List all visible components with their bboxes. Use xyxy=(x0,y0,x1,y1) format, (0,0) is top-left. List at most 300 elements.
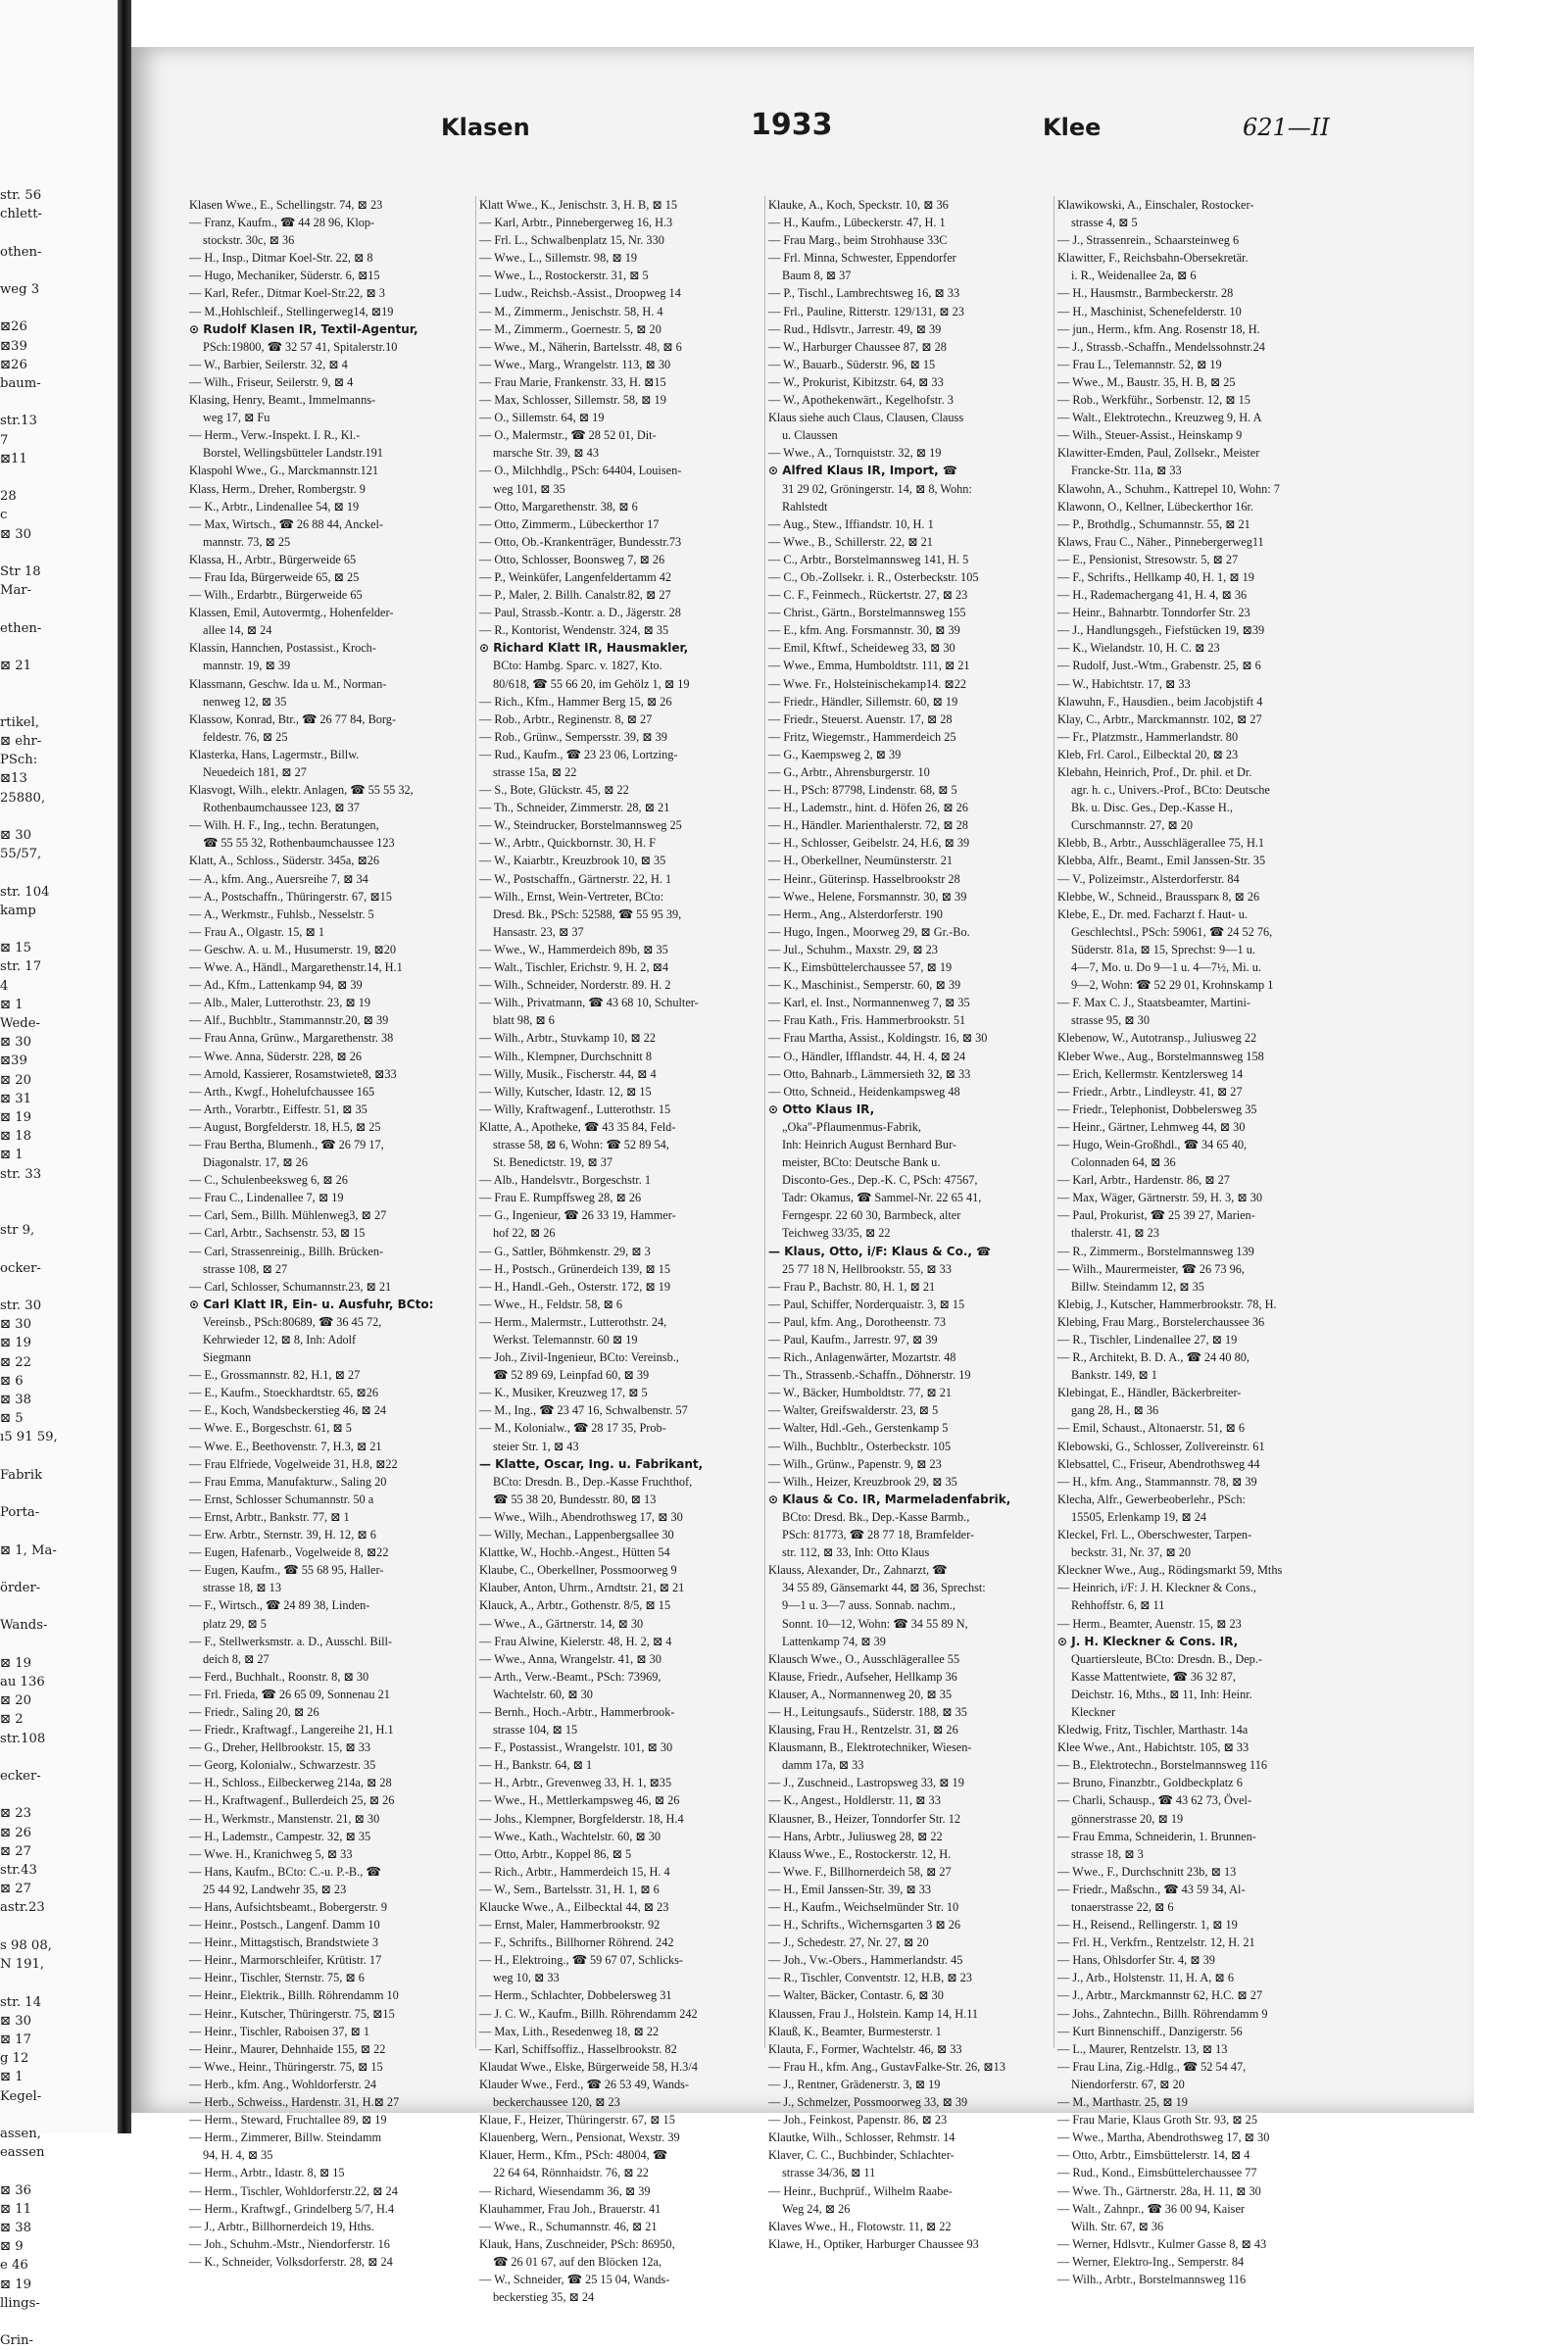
directory-entry: — Heinr., Bahnarbtr. Tonndorfer Str. 23 xyxy=(1057,606,1250,620)
column-4 xyxy=(1054,196,1343,2286)
directory-entry: — E., kfm. Ang. Forsmannstr. 30, ⊠ 39 xyxy=(768,623,960,638)
directory-entry: — Carl, Strassenreinig., Billh. Brücken- xyxy=(189,1244,384,1258)
adjacent-page-line: Porta- xyxy=(0,1505,40,1521)
adjacent-page-line: 7 xyxy=(0,432,9,448)
entry-continuation: strasse 18, ⊠ 13 xyxy=(203,1581,281,1595)
directory-entry: — P., Tischl., Lambrechtsweg 16, ⊠ 33 xyxy=(768,286,960,301)
entry-continuation: agr. h. c., Univers.-Prof., BCto: Deutsche xyxy=(1071,783,1270,798)
directory-entry: — H., Bankstr. 64, ⊠ 1 xyxy=(479,1758,593,1773)
directory-entry: Kleb, Frl. Carol., Eilbecktal 20, ⊠ 23 xyxy=(1057,747,1239,761)
directory-entry: — Frau L., Telemannstr. 52, ⊠ 19 xyxy=(1057,357,1222,371)
entry-continuation: 22 64 64, Rönnhaidstr. 76, ⊠ 22 xyxy=(493,2166,649,2180)
directory-entry: — Wilh., Privatmann, ☎ 43 68 10, Schulter- xyxy=(479,996,699,1010)
directory-entry: — Rud., Kond., Eimsbüttelerchaussee 77 xyxy=(1057,2166,1257,2180)
directory-entry: — R., Tischler, Lindenallee 27, ⊠ 19 xyxy=(1057,1333,1238,1346)
entry-continuation: Kleckner xyxy=(1071,1704,1116,1719)
entry-continuation: Deichstr. 16, Mths., ⊠ 11, Inh: Heinr. xyxy=(1071,1687,1252,1701)
entry-continuation: Borstel, Wellingsbütteler Landstr.191 xyxy=(203,446,383,461)
directory-entry: Klasterka, Hans, Lagermstr., Billw. xyxy=(189,747,360,761)
entry-continuation: 34 55 89, Gänsemarkt 44, ⊠ 36, Sprechst: xyxy=(782,1581,986,1595)
directory-entry: Klauss, Alexander, Dr., Zahnarzt, ☎ xyxy=(768,1563,948,1578)
directory-entry: — Herm., Tischler, Wohldorferstr.22, ⊠ 24 xyxy=(189,2183,398,2198)
entry-continuation: Niendorferstr. 67, ⊠ 20 xyxy=(1071,2077,1185,2091)
directory-entry: — H., PSch: 87798, Lindenstr. 68, ⊠ 5 xyxy=(768,783,957,798)
directory-entry: Klaws, Frau C., Näher., Pinnebergerweg11 xyxy=(1057,534,1264,549)
directory-entry: Klebing, Frau Marg., Borstelerchaussee 36 xyxy=(1057,1314,1265,1329)
entry-continuation: weg 101, ⊠ 35 xyxy=(493,481,565,496)
entry-continuation: Ferngespr. 22 60 30, Barmbeck, alter xyxy=(782,1208,961,1223)
directory-entry: — J., Strassb.-Schaffn., Mendelssohnstr.24 xyxy=(1057,339,1265,354)
directory-entry: — Werner, Hdlsvtr., Kulmer Gasse 8, ⊠ 43 xyxy=(1057,2236,1267,2251)
adjacent-page-line xyxy=(0,262,122,280)
adjacent-page-line: PSch: xyxy=(0,753,38,768)
directory-entry: — Paul, Strassb.-Kontr. a. D., Jägerstr. 28 xyxy=(479,606,681,620)
directory-entry: Klauta, F., Former, Wachtelstr. 46, ⊠ 33 xyxy=(768,2041,962,2056)
firm-entry: ⊙ Carl Klatt IR, Ein- u. Ausfuhr, BCto: xyxy=(189,1297,434,1311)
directory-entry: — W., Steindrucker, Borstelmannsweg 25 xyxy=(479,818,682,833)
adjacent-page-line xyxy=(0,1240,122,1258)
adjacent-page-line: ⊠ 20 xyxy=(0,1072,32,1088)
adjacent-page-line: kamp xyxy=(0,903,36,918)
directory-entry: — J., Schmelzer, Possmoorweg 33, ⊠ 39 xyxy=(768,2095,968,2110)
directory-entry: — H., Schrifts., Wichernsgarten 3 ⊠ 26 xyxy=(768,1918,961,1933)
entry-continuation: mannstr. 73, ⊠ 25 xyxy=(203,534,291,549)
directory-entry: — Wilh., Grünw., Papenstr. 9, ⊠ 23 xyxy=(768,1456,942,1471)
directory-entry: — Alf., Buchbltr., Stammannstr.20, ⊠ 39 xyxy=(189,1013,389,1028)
directory-entry: Klassen, Emil, Autovermtg., Hohenfelder- xyxy=(189,606,394,620)
entry-continuation: BCto: Dresd. Bk., Dep.-Kasse Barmb., xyxy=(782,1509,970,1524)
directory-entry: — W., Habichtstr. 17, ⊠ 33 xyxy=(1057,676,1191,691)
entry-continuation: strasse 34/36, ⊠ 11 xyxy=(782,2166,876,2180)
directory-entry: — Wilh., Maurermeister, ☎ 26 73 96, xyxy=(1057,1261,1246,1276)
entry-continuation: Rahlstedt xyxy=(782,499,828,514)
directory-entry: — Wwe., M., Näherin, Bartelsstr. 48, ⊠ 6 xyxy=(479,339,682,354)
directory-entry: — Frl. Minna, Schwester, Eppendorfer xyxy=(768,251,956,266)
adjacent-page-line: ⊠ 5 xyxy=(0,1411,24,1427)
directory-entry: — Wwe., Martha, Abendrothsweg 17, ⊠ 30 xyxy=(1057,2130,1270,2145)
adjacent-page-line: ⊠39 xyxy=(0,1053,27,1069)
directory-entry: — Wilh., Friseur, Seilerstr. 9, ⊠ 4 xyxy=(189,374,354,389)
directory-entry: Klaube, C., Oberkellner, Possmoorweg 9 xyxy=(479,1563,677,1578)
directory-entry: — Max, Wäger, Gärtnerstr. 59, H. 3, ⊠ 30 xyxy=(1057,1191,1263,1205)
directory-entry: — Frau H., kfm. Ang., GustavFalke-Str. 26, ⊠13 xyxy=(768,2059,1005,2074)
directory-entry: — Wwe. A., Händl., Margarethenstr.14, H.1 xyxy=(189,960,403,975)
entry-continuation: 31 29 02, Gröningerstr. 14, ⊠ 8, Wohn: xyxy=(782,481,972,496)
directory-entry: — H., Werkmstr., Manstenstr. 21, ⊠ 30 xyxy=(189,1811,380,1826)
directory-entry: — R., Architekt, B. D. A., ☎ 24 40 80, xyxy=(1057,1350,1250,1365)
directory-entry: — Wwe., B., Schillerstr. 22, ⊠ 21 xyxy=(768,534,933,549)
directory-entry: — M., Zimmerm., Goernestr. 5, ⊠ 20 xyxy=(479,321,662,336)
directory-entry: Klee Wwe., Ant., Habichtstr. 105, ⊠ 33 xyxy=(1057,1740,1250,1755)
entry-continuation: steier Str. 1, ⊠ 43 xyxy=(493,1439,579,1453)
directory-entry: — Erw. Arbtr., Sternstr. 39, H. 12, ⊠ 6 xyxy=(189,1528,376,1542)
entry-continuation: Kehrwieder 12, ⊠ 8, Inh: Adolf xyxy=(203,1333,357,1346)
directory-entry: — Friedr., Arbtr., Lindleystr. 41, ⊠ 27 xyxy=(1057,1084,1243,1099)
adjacent-page-line: ı5 91 59, xyxy=(0,1430,58,1445)
directory-entry: Klatt, A., Schloss., Süderstr. 345a, ⊠26 xyxy=(189,854,380,868)
directory-entry: — G., Kaempsweg 2, ⊠ 39 xyxy=(768,747,902,761)
directory-entry: — Erich, Kellermstr. Kentzlersweg 14 xyxy=(1057,1066,1244,1081)
adjacent-page-line: baum- xyxy=(0,376,41,392)
directory-entry: — Karl, Arbtr., Hardenstr. 86, ⊠ 27 xyxy=(1057,1173,1230,1188)
entry-continuation: hof 22, ⊠ 26 xyxy=(493,1226,556,1241)
entry-continuation: str. 112, ⊠ 33, Inh: Otto Klaus xyxy=(782,1545,930,1560)
entry-continuation: u. Claussen xyxy=(782,428,838,443)
directory-entry: Klaus siehe auch Claus, Clausen, Clauss xyxy=(768,411,964,425)
directory-entry: Kledwig, Fritz, Tischler, Marthastr. 14a xyxy=(1057,1723,1249,1738)
column-3 xyxy=(764,196,1054,2251)
directory-entry: — Joh., Feinkost, Papenstr. 86, ⊠ 23 xyxy=(768,2113,948,2128)
directory-entry: — H., Lademstr., hint. d. Höfen 26, ⊠ 26 xyxy=(768,801,968,815)
adjacent-page-line: Str 18 xyxy=(0,564,41,580)
entry-continuation: Tadr: Okamus, ☎ Sammel-Nr. 22 65 41, xyxy=(782,1191,982,1205)
entry-continuation: blatt 98, ⊠ 6 xyxy=(493,1013,555,1028)
directory-entry: — Wilh., Buchbltr., Osterbeckstr. 105 xyxy=(768,1439,952,1453)
directory-entry: — Frau Alwine, Kielerstr. 48, H. 2, ⊠ 4 xyxy=(479,1634,672,1648)
directory-entry: — Herm., Schlachter, Dobbelersweg 31 xyxy=(479,1988,672,2003)
directory-entry: — R., Zimmerm., Borstelmannsweg 139 xyxy=(1057,1244,1254,1258)
directory-entry: — Wwe., L., Rostockerstr. 31, ⊠ 5 xyxy=(479,269,649,283)
directory-entry: — Johs., Klempner, Borgfelderstr. 18, H.4 xyxy=(479,1811,684,1826)
adjacent-page-line xyxy=(0,1560,122,1579)
directory-entry: Klecha, Alfr., Gewerbeoberlehr., PSch: xyxy=(1057,1492,1246,1506)
directory-entry: — H., Elektroing., ☎ 59 67 07, Schlicks- xyxy=(479,1953,683,1968)
entry-continuation: Wachtelstr. 60, ⊠ 30 xyxy=(493,1687,593,1701)
directory-entry: — Wwe., L., Sillemstr. 98, ⊠ 19 xyxy=(479,251,638,266)
entry-continuation: damm 17a, ⊠ 33 xyxy=(782,1758,864,1773)
directory-entry: — H., Maschinist, Schenefelderstr. 10 xyxy=(1057,304,1242,318)
adjacent-page-line xyxy=(0,1748,122,1767)
directory-entry: — Frau Elfriede, Vogelweide 31, H.8, ⊠22 xyxy=(189,1456,398,1471)
adjacent-page-line: str.108 xyxy=(0,1731,46,1746)
directory-entry: — Bruno, Finanzbtr., Goldbeckplatz 6 xyxy=(1057,1776,1243,1790)
directory-entry: — J., Schedestr. 27, Nr. 27, ⊠ 20 xyxy=(768,1935,929,1950)
directory-entry: — C., Schulenbeeksweg 6, ⊠ 26 xyxy=(189,1173,348,1188)
directory-entry: — Rich., Kfm., Hammer Berg 15, ⊠ 26 xyxy=(479,694,672,709)
directory-entry: Klawitter, F., Reichsbahn-Obersekretär. xyxy=(1057,251,1249,266)
adjacent-page-line: ⊠ 17 xyxy=(0,2032,32,2047)
entry-continuation: Disconto-Ges., Dep.-K. C, PSch: 47567, xyxy=(782,1173,978,1188)
adjacent-page-line xyxy=(0,223,122,242)
directory-entry: Klaver, C. C., Buchbinder, Schlachter- xyxy=(768,2148,955,2163)
directory-entry: — K., Schneider, Volksdorferstr. 28, ⊠ 24 xyxy=(189,2254,393,2269)
adjacent-page-line xyxy=(0,600,122,618)
entry-continuation: gönnerstrasse 20, ⊠ 19 xyxy=(1071,1811,1184,1826)
entry-continuation: beckerstieg 35, ⊠ 24 xyxy=(493,2290,595,2305)
directory-entry: — F., Schrifts., Billhorner Röhrend. 242 xyxy=(479,1935,674,1950)
entry-continuation: ☎ 55 55 32, Rothenbaumchaussee 123 xyxy=(203,836,395,851)
adjacent-page-line: ⊠ 27 xyxy=(0,1843,32,1859)
adjacent-page-line: ⊠ ehr- xyxy=(0,733,42,749)
entry-continuation: beckstr. 31, Nr. 37, ⊠ 20 xyxy=(1071,1545,1191,1560)
directory-entry: — Rudolf, Just.-Wtm., Grabenstr. 25, ⊠ 6 xyxy=(1057,659,1261,673)
adjacent-page-line: Mar- xyxy=(0,583,32,599)
directory-entry: — Fr., Platzmstr., Hammerlandstr. 80 xyxy=(1057,729,1239,744)
directory-entry: — J., Arb., Holstenstr. 11, H. A, ⊠ 6 xyxy=(1057,1971,1234,1985)
adjacent-page-line: str. 14 xyxy=(0,1994,42,2010)
directory-entry: Klebig, J., Kutscher, Hammerbrookstr. 78, H. xyxy=(1057,1297,1277,1311)
directory-columns xyxy=(186,196,1343,2305)
directory-entry: — W., Prokurist, Kibitzstr. 64, ⊠ 33 xyxy=(768,374,944,389)
directory-entry: — K., Eimsbüttelerchaussee 57, ⊠ 19 xyxy=(768,960,953,975)
entry-continuation: beckerchaussee 120, ⊠ 23 xyxy=(493,2095,620,2110)
adjacent-page-line: ⊠11 xyxy=(0,451,27,466)
directory-entry: — S., Bote, Glückstr. 45, ⊠ 22 xyxy=(479,783,629,798)
directory-entry: — Arnold, Kassierer, Rosamstwiete8, ⊠33 xyxy=(189,1066,397,1081)
directory-entry: — Rob., Grünw., Sempersstr. 39, ⊠ 39 xyxy=(479,729,667,744)
directory-entry: Klaue, F., Heizer, Thüringerstr. 67, ⊠ 15 xyxy=(479,2113,675,2128)
directory-entry: — P., Maler, 2. Billh. Canalstr.82, ⊠ 27 xyxy=(479,588,671,603)
adjacent-page-line: Wands- xyxy=(0,1618,48,1634)
directory-entry: — Frl., Pauline, Ritterstr. 129/131, ⊠ 23 xyxy=(768,304,964,318)
adjacent-page-line: ⊠ 19 xyxy=(0,1109,32,1125)
adjacent-page-line: ⊠ 11 xyxy=(0,2201,32,2217)
directory-entry: — F., Stellwerksmstr. a. D., Ausschl. Bill- xyxy=(189,1634,393,1648)
entry-continuation: Rothenbaumchaussee 123, ⊠ 37 xyxy=(203,801,360,815)
directory-entry: — Friedr., Steuerst. Auenstr. 17, ⊠ 28 xyxy=(768,711,953,726)
adjacent-page xyxy=(0,0,129,2349)
directory-entry: — P., Brothdlg., Schumannstr. 55, ⊠ 21 xyxy=(1057,516,1250,531)
adjacent-page-line: chlett- xyxy=(0,207,42,222)
directory-entry: Klaspohl Wwe., G., Marckmannstr.121 xyxy=(189,464,379,478)
directory-entry: Klauenberg, Wern., Pensionat, Wexstr. 39 xyxy=(479,2130,680,2145)
adjacent-page-line xyxy=(0,544,122,563)
directory-entry: — Friedr., Saling 20, ⊠ 26 xyxy=(189,1704,319,1719)
directory-entry: Klause, Friedr., Aufseher, Hellkamp 36 xyxy=(768,1669,957,1684)
directory-entry: — H., Handl.-Geh., Osterstr. 172, ⊠ 19 xyxy=(479,1279,671,1294)
adjacent-page-line: ethen- xyxy=(0,620,42,636)
directory-entry: — K., Angest., Holdlerstr. 11, ⊠ 33 xyxy=(768,1793,941,1808)
entry-continuation: Neuedeich 181, ⊠ 27 xyxy=(203,765,307,779)
directory-entry: Klebba, Alfr., Beamt., Emil Janssen-Str. 35 xyxy=(1057,854,1266,868)
adjacent-page-line: ⊠ 30 xyxy=(0,827,32,843)
adjacent-page-line: ⊠ 19 xyxy=(0,2277,32,2292)
directory-entry: — Heinr., Maurer, Dehnhaide 155, ⊠ 22 xyxy=(189,2041,386,2056)
adjacent-page-line: ⊠ 38 xyxy=(0,2220,32,2235)
directory-entry: — J. C. W., Kaufm., Billh. Röhrendamm 242 xyxy=(479,2006,698,2021)
directory-entry: — Walt., Tischler, Erichstr. 9, H. 2, ⊠4 xyxy=(479,960,669,975)
directory-entry: — Wwe., H., Feldstr. 58, ⊠ 6 xyxy=(479,1297,623,1311)
adjacent-page-line xyxy=(0,1447,122,1466)
directory-entry: — Herm., Malermstr., Lutterothstr. 24, xyxy=(479,1314,667,1329)
directory-entry: — J., Handlungsgeh., Fiefstücken 19, ⊠39 xyxy=(1057,623,1265,638)
directory-entry: — H., Schlosser, Geibelstr. 24, H.6, ⊠ 39 xyxy=(768,836,970,851)
entry-continuation: Vereinsb., PSch:80689, ☎ 36 45 72, xyxy=(203,1314,382,1329)
directory-entry: — Herb., kfm. Ang., Wohldorferstr. 24 xyxy=(189,2077,377,2091)
adjacent-page-line: 55/57, xyxy=(0,847,42,862)
entry-continuation: Kasse Mattentwiete, ☎ 36 32 87, xyxy=(1071,1669,1236,1684)
header-left-keyword: Klasen xyxy=(441,114,530,141)
entry-continuation: Werkst. Telemannstr. 60 ⊠ 19 xyxy=(493,1333,638,1346)
adjacent-page-line xyxy=(0,393,122,412)
entry-continuation: mannstr. 19, ⊠ 39 xyxy=(203,659,291,673)
adjacent-page-line: ecker- xyxy=(0,1769,41,1785)
adjacent-page-line: str.43 xyxy=(0,1863,37,1879)
directory-entry: Klebb, B., Arbtr., Ausschlägerallee 75, H.1 xyxy=(1057,836,1265,851)
directory-entry: — Ernst, Maler, Hammerbrookstr. 92 xyxy=(479,1918,661,1933)
directory-entry: Klebsattel, C., Friseur, Abendrothsweg 44 xyxy=(1057,1456,1260,1471)
directory-entry: — Fritz, Wiegemstr., Hammerdeich 25 xyxy=(768,729,956,744)
entry-continuation: 25 44 92, Landwehr 35, ⊠ 23 xyxy=(203,1882,347,1896)
entry-continuation: Rehhoffstr. 6, ⊠ 11 xyxy=(1071,1598,1165,1613)
adjacent-page-line: 25880, xyxy=(0,790,46,806)
directory-entry: — Wilh., Heizer, Kreuzbrook 29, ⊠ 35 xyxy=(768,1474,957,1489)
firm-entry: ⊙ Rudolf Klasen IR, Textil-Agentur, xyxy=(189,321,418,336)
directory-entry: — Herm., Zimmerer, Billw. Steindamm xyxy=(189,2130,382,2145)
column-2 xyxy=(475,196,764,2305)
directory-entry: Klauk, Hans, Zuschneider, PSch: 86950, xyxy=(479,2236,675,2251)
directory-entry: Klawitter-Emden, Paul, Zollsekr., Meister xyxy=(1057,446,1260,461)
adjacent-page-line: ⊠ 20 xyxy=(0,1693,32,1709)
directory-entry: — G., Arbtr., Ahrensburgerstr. 10 xyxy=(768,765,930,779)
directory-entry: — Frl. H., Verkfrn., Rentzelstr. 12, H. 21 xyxy=(1057,1935,1255,1950)
header-page-number: 621—II xyxy=(1243,114,1330,141)
adjacent-page-line: ⊠26 xyxy=(0,357,27,372)
entry-continuation: PSch: 81773, ☎ 28 77 18, Bramfelder- xyxy=(782,1528,975,1542)
directory-entry: Klauss Wwe., E., Rostockerstr. 12, H. xyxy=(768,1846,952,1861)
directory-entry: — Heinr., Güterinsp. Hasselbrookstr 28 xyxy=(768,871,960,886)
directory-entry: — Richard, Wiesendamm 36, ⊠ 39 xyxy=(479,2183,651,2198)
directory-entry: Kleckner Wwe., Aug., Rödingsmarkt 59, Mths xyxy=(1057,1563,1283,1578)
directory-entry: Klattke, W., Hochb.-Angest., Hütten 54 xyxy=(479,1545,670,1560)
directory-entry: Klauser, A., Normannenweg 20, ⊠ 35 xyxy=(768,1687,953,1701)
directory-entry: Klauß, K., Beamter, Burmesterstr. 1 xyxy=(768,2024,942,2038)
adjacent-page-line xyxy=(0,675,122,694)
directory-entry: — Christ., Gärtn., Borstelmannsweg 155 xyxy=(768,606,966,620)
directory-entry: Klauber, Anton, Uhrm., Arndtstr. 21, ⊠ 21 xyxy=(479,1581,685,1595)
directory-entry: — Wilh., Ernst, Wein-Vertreter, BCto: xyxy=(479,889,664,904)
adjacent-page-line: e 46 xyxy=(0,2258,28,2274)
entry-continuation: stockstr. 30c, ⊠ 36 xyxy=(203,233,295,248)
directory-entry: — Herm., Verw.-Inspekt. I. R., Kl.- xyxy=(189,428,361,443)
directory-entry: — H., Kaufm., Lübeckerstr. 47, H. 1 xyxy=(768,216,946,230)
adjacent-page-line: str. 17 xyxy=(0,959,42,975)
directory-entry: Klassa, H., Arbtr., Bürgerweide 65 xyxy=(189,552,357,566)
directory-entry: Klebahn, Heinrich, Prof., Dr. phil. et Dr. xyxy=(1057,765,1252,779)
directory-entry: — G., Dreher, Hellbrookstr. 15, ⊠ 33 xyxy=(189,1740,371,1755)
directory-entry: — Friedr., Händler, Sillemstr. 60, ⊠ 19 xyxy=(768,694,958,709)
entry-continuation: Inh: Heinrich August Bernhard Bur- xyxy=(782,1137,957,1151)
adjacent-page-line xyxy=(0,1184,122,1202)
adjacent-page-line: str.13 xyxy=(0,414,37,429)
directory-entry: — Wwe. E., Beethovenstr. 7, H.3, ⊠ 21 xyxy=(189,1439,382,1453)
entry-continuation: Geschlechtsl., PSch: 59061, ☎ 24 52 76, xyxy=(1071,924,1273,939)
directory-entry: — H., Rademachergang 41, H. 4, ⊠ 36 xyxy=(1057,588,1248,603)
directory-entry: — W., Barbier, Seilerstr. 32, ⊠ 4 xyxy=(189,357,348,371)
adjacent-page-line xyxy=(0,1918,122,1936)
directory-entry: — Willy, Musik., Fischerstr. 44, ⊠ 4 xyxy=(479,1066,657,1081)
adjacent-page-line xyxy=(0,1974,122,1992)
directory-entry: — Wwe., Emma, Humboldtstr. 111, ⊠ 21 xyxy=(768,659,970,673)
directory-entry: Klatte, A., Apotheke, ☎ 43 35 84, Feld- xyxy=(479,1119,676,1134)
directory-entry: — Karl, Schiffsoffiz., Hasselbrookstr. 82 xyxy=(479,2041,677,2056)
entry-continuation: Süderstr. 81a, ⊠ 15, Sprechst: 9—1 u. xyxy=(1071,942,1255,956)
directory-entry: — Hans, Kaufm., BCto: C.-u. P.-B., ☎ xyxy=(189,1864,381,1879)
entry-continuation: tonaerstrasse 22, ⊠ 6 xyxy=(1071,1900,1174,1914)
directory-entry: — Hans, Arbtr., Juliusweg 28, ⊠ 22 xyxy=(768,1829,943,1843)
directory-entry: — Otto, Ob.-Krankenträger, Bundesstr.73 xyxy=(479,534,682,549)
directory-entry: Klay, C., Arbtr., Marckmannstr. 102, ⊠ 27 xyxy=(1057,711,1262,726)
entry-continuation: weg 17, ⊠ Fu xyxy=(203,411,270,425)
directory-entry: — Wwe. Anna, Süderstr. 228, ⊠ 26 xyxy=(189,1049,363,1063)
directory-entry: — Wilh., Arbtr., Borstelmannsweg 116 xyxy=(1057,2272,1247,2286)
entry-continuation: feldestr. 76, ⊠ 25 xyxy=(203,729,288,744)
directory-entry: — Paul, Prokurist, ☎ 25 39 27, Marien- xyxy=(1057,1208,1255,1223)
directory-entry: — Arth., Vorarbtr., Eiffestr. 51, ⊠ 35 xyxy=(189,1102,368,1116)
directory-entry: Klausch Wwe., O., Ausschlägerallee 55 xyxy=(768,1651,960,1666)
adjacent-page-line: Kegel- xyxy=(0,2088,42,2104)
directory-entry: — Joh., Schuhm.-Mstr., Niendorferstr. 16 xyxy=(189,2236,390,2251)
directory-entry: — A., kfm. Ang., Auersreihe 7, ⊠ 34 xyxy=(189,871,368,886)
entry-continuation: Lattenkamp 74, ⊠ 39 xyxy=(782,1634,886,1648)
directory-entry: — Friedr., Kraftwagf., Langereihe 21, H.1 xyxy=(189,1723,394,1738)
directory-entry: — Heinr., Elektrik., Billh. Röhrendamm 10 xyxy=(189,1988,399,2003)
directory-entry: — H., Kraftwagenf., Bullerdeich 25, ⊠ 26 xyxy=(189,1793,395,1808)
directory-entry: — H., Schloss., Eilbeckerweg 214a, ⊠ 28 xyxy=(189,1776,392,1790)
adjacent-page-line: ⊠ 30 xyxy=(0,1317,32,1333)
entry-continuation: Hansastr. 23, ⊠ 37 xyxy=(493,924,584,939)
adjacent-page-line: ⊠ 2 xyxy=(0,1712,24,1728)
directory-entry: — Frau Bertha, Blumenh., ☎ 26 79 17, xyxy=(189,1137,384,1151)
directory-entry: — W., Harburger Chaussee 87, ⊠ 28 xyxy=(768,339,947,354)
entry-continuation: 80/618, ☎ 55 66 20, im Gehölz 1, ⊠ 19 xyxy=(493,676,690,691)
directory-entry: — Frau Marg., beim Strohhause 33C xyxy=(768,233,948,248)
directory-entry: — E., Kaufm., Stoeckhardtstr. 65, ⊠26 xyxy=(189,1386,379,1400)
entry-continuation: strasse 104, ⊠ 15 xyxy=(493,1723,578,1738)
directory-entry: — O., Malermstr., ☎ 28 52 01, Dit- xyxy=(479,428,657,443)
directory-entry: — Hugo, Ingen., Moorweg 29, ⊠ Gr.-Bo. xyxy=(768,924,970,939)
directory-entry: Klawikowski, A., Einschaler, Rostocker- xyxy=(1057,198,1254,212)
directory-entry: — Kurt Binnenschiff., Danzigerstr. 56 xyxy=(1057,2024,1243,2038)
directory-entry: Klaussen, Frau J., Holstein. Kamp 14, H.11 xyxy=(768,2006,979,2021)
adjacent-page-line xyxy=(0,2313,122,2331)
adjacent-page-line: N 191, xyxy=(0,1957,45,1973)
entry-continuation: i. R., Weidenallee 2a, ⊠ 6 xyxy=(1071,269,1197,283)
directory-entry: — Karl, Arbtr., Pinnebergerweg 16, H.3 xyxy=(479,216,673,230)
adjacent-page-line: ⊠39 xyxy=(0,338,27,354)
directory-entry: — Frau C., Lindenallee 7, ⊠ 19 xyxy=(189,1191,344,1205)
adjacent-page-line xyxy=(0,1202,122,1221)
entry-continuation: Weg 24, ⊠ 26 xyxy=(782,2201,851,2216)
directory-entry: — Frau Emma, Manufakturw., Saling 20 xyxy=(189,1474,387,1489)
entry-continuation: Colonnaden 64, ⊠ 36 xyxy=(1071,1155,1176,1170)
adjacent-page-line xyxy=(0,920,122,939)
adjacent-page-line xyxy=(0,1278,122,1297)
directory-entry: — R., Kontorist, Wendenstr. 324, ⊠ 35 xyxy=(479,623,669,638)
directory-entry: — Frl. L., Schwalbenplatz 15, Nr. 330 xyxy=(479,233,664,248)
directory-entry: — Bernh., Hoch.-Arbtr., Hammerbrook- xyxy=(479,1704,675,1719)
directory-entry: — M., Kolonialw., ☎ 28 17 35, Prob- xyxy=(479,1421,666,1436)
directory-entry: — W., Arbtr., Quickbornstr. 30, H. F xyxy=(479,836,657,851)
adjacent-page-line: ⊠ 27 xyxy=(0,1882,32,1897)
adjacent-page-line: str. 56 xyxy=(0,188,42,203)
directory-entry: Klebbe, W., Schneid., Braussparк 8, ⊠ 26 xyxy=(1057,889,1260,904)
directory-entry: — Frau E. Rumpffsweg 28, ⊠ 26 xyxy=(479,1191,642,1205)
directory-entry: Klautke, Wilh., Schlosser, Rehmstr. 14 xyxy=(768,2130,956,2145)
adjacent-page-line: str. 104 xyxy=(0,884,50,900)
directory-entry: — P., Weinküfer, Langenfeldertamm 42 xyxy=(479,569,672,584)
directory-entry: — H., Händler. Marienthalerstr. 72, ⊠ 28 xyxy=(768,818,968,833)
directory-entry: — O., Händler, Ifflandstr. 44, H. 4, ⊠ 24 xyxy=(768,1049,966,1063)
directory-entry: — Otto, Schlosser, Boonsweg 7, ⊠ 26 xyxy=(479,552,665,566)
entry-continuation: Curschmannstr. 27, ⊠ 20 xyxy=(1071,818,1194,833)
directory-entry: — Frau Ida, Bürgerweide 65, ⊠ 25 xyxy=(189,569,360,584)
directory-entry: — Wilh., Klempner, Durchschnitt 8 xyxy=(479,1049,653,1063)
adjacent-page-line: ⊠ 19 xyxy=(0,1655,32,1671)
header-right-keyword: Klee xyxy=(1043,114,1102,141)
directory-entry: — H., Lademstr., Campestr. 32, ⊠ 35 xyxy=(189,1829,371,1843)
directory-entry: Klatt Wwe., K., Jenischstr. 3, H. B, ⊠ 15 xyxy=(479,198,678,212)
